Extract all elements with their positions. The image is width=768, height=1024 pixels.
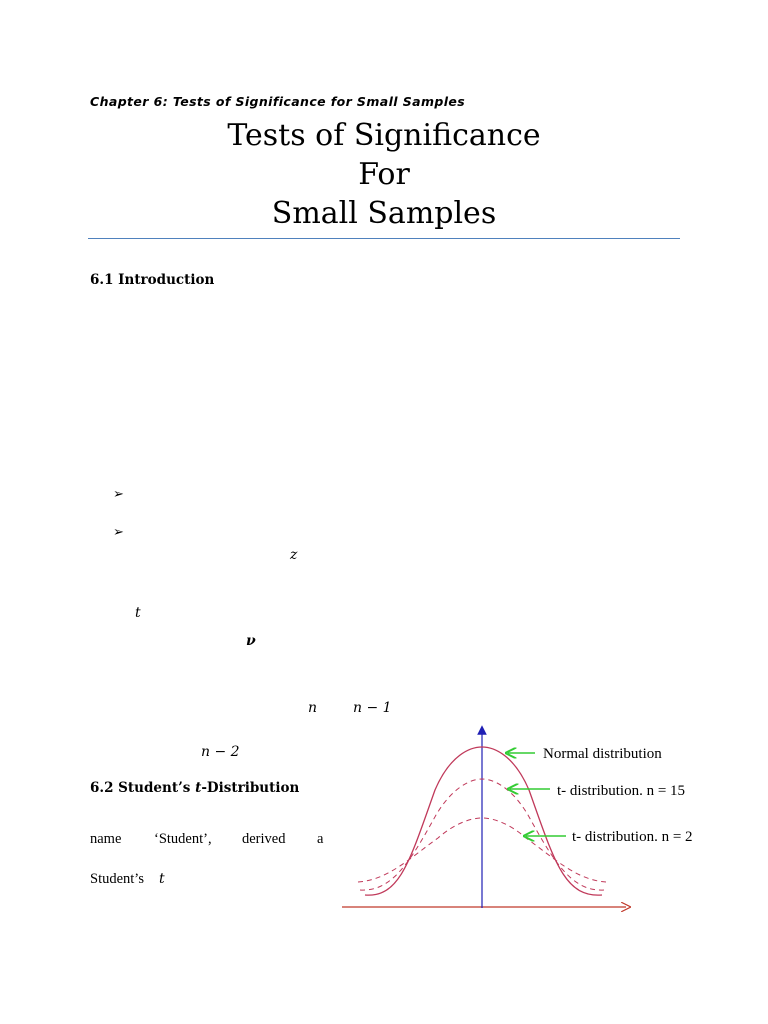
math-nu: ν — [246, 633, 256, 649]
heading-suffix: -Distribution — [201, 780, 300, 796]
math-n-minus-1: n − 1 — [353, 700, 392, 716]
label-t-distribution-15: t- distribution. n = 15 — [557, 783, 686, 799]
section-heading-student-t — [90, 780, 299, 796]
heading-variable: t — [195, 780, 202, 796]
math-t-body: t — [159, 871, 165, 887]
heading-prefix: 6.2 Student’s — [90, 780, 196, 796]
body-word-a: a — [317, 831, 324, 847]
label-normal-distribution: Normal distribution — [543, 746, 662, 762]
math-z: z — [290, 547, 298, 563]
title-line-1: Tests of Significance — [227, 118, 541, 153]
body-word-student: ‘Student’, — [154, 831, 212, 847]
body-word-derived: derived — [242, 831, 286, 847]
math-t: t — [135, 605, 141, 621]
normal-distribution-curve — [365, 747, 602, 895]
chapter-header: Chapter 6: Tests of Significance for Small Samples — [90, 94, 466, 109]
section-heading-intro: 6.1 Introduction — [90, 272, 215, 288]
title-line-2: For — [358, 157, 410, 192]
body-word-name: name — [90, 831, 122, 847]
distribution-figure — [330, 720, 710, 920]
bullet-arrow-2: ➢ — [113, 525, 124, 540]
math-n: n — [308, 700, 318, 716]
title-line-3: Small Samples — [271, 196, 497, 231]
body-students: Student’s — [90, 871, 144, 887]
math-n-minus-2: n − 2 — [201, 744, 240, 760]
title-rule — [88, 238, 680, 239]
bullet-arrow-1: ➢ — [113, 487, 124, 502]
label-t-distribution-2: t- distribution. n = 2 — [572, 829, 693, 845]
